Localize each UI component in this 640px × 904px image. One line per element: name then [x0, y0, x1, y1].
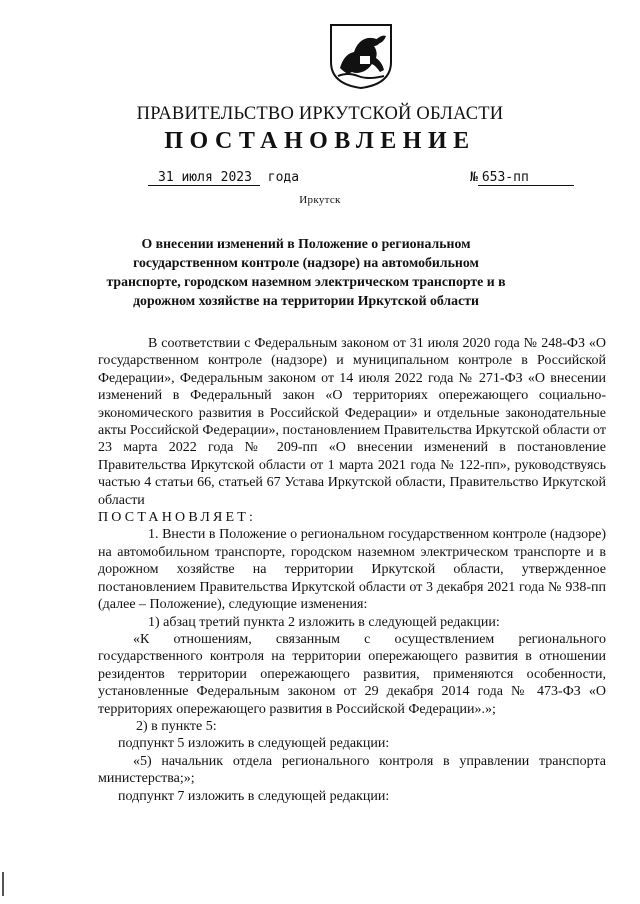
decree-word: ПОСТАНОВЛЯЕТ:: [98, 510, 257, 526]
document-date: [148, 170, 299, 185]
scan-margin-mark: [2, 872, 4, 896]
subitem-2-paragraph: 2) в пункте 5:: [136, 718, 217, 734]
number-value: 653-пп: [478, 170, 574, 186]
sub-5-paragraph: подпункт 5 изложить в следующей редакции:: [118, 736, 390, 752]
number-prefix: №: [470, 170, 478, 185]
preamble-paragraph: В соответствии с Федеральным законом от 31 июля 2020 года № 248-ФЗ «О государственном контроле (надзоре) и муниципальном контроле в Российской Федерации», Федеральным законом от 14 июля 2022 года № 271-ФЗ «О внесении изменений в Федеральный закон «О территориях опережающего социально-экономического развития в Российской Федерации» и отдельные законодательные акты Российской Федерации», постановлением Правительства Иркутской области от 23 марта 2022 года № 209-пп «О внесении изменений в постановление Правительства Иркутской области от 1 марта 2021 года № 122-пп», руководствуясь частью 4 статьи 66, статьей 67 Устава Иркутской области, Правительство Иркутской области: [98, 336, 606, 508]
item-1-paragraph: 1. Внести в Положение о региональном государственном контроле (надзоре) на автомобильном транспорте, городском наземном электрическом транспорте и в дорожном хозяйстве на территории Иркутской области, утвержденное постановлением Правительства Иркутской области от 3 декабря 2021 года № 938-пп (далее – Положение), следующие изменения:: [98, 527, 606, 613]
subitem-1-paragraph: 1) абзац третий пункта 2 изложить в следующей редакции:: [148, 614, 500, 630]
date-suffix: года: [267, 170, 300, 185]
sub-7-paragraph: подпункт 7 изложить в следующей редакции:: [118, 788, 390, 804]
city-name: Иркутск: [299, 194, 341, 206]
document-heading: О внесении изменений в Положение о региональном государственном контроле (надзоре) на автомобильном транспорте, городском наземном электрическом транспорте и в дорожном хозяйстве на территории Иркутской области: [106, 236, 506, 308]
date-value: 31 июля 2023: [148, 170, 260, 186]
irkutsk-coat-of-arms-icon: [328, 22, 394, 90]
document-number: [470, 170, 574, 186]
government-title: ПРАВИТЕЛЬСТВО ИРКУТСКОЙ ОБЛАСТИ: [136, 104, 504, 124]
quote-1-paragraph: «К отношениям, связанным с осуществлением регионального государственного контроля на территории опережающего развития в отношении резидентов территории опережающего развития, применяются особенности, установленные Федеральным законом от 29 декабря 2014 года № 473-ФЗ «О территориях опережающего развития в Российской Федерации».»;: [98, 631, 606, 717]
document-type: ПОСТАНОВЛЕНИЕ: [164, 128, 476, 154]
quote-5-paragraph: «5) начальник отдела регионального контроля в управлении транспорта министерства;»;: [98, 753, 606, 787]
document-body: [98, 335, 606, 805]
